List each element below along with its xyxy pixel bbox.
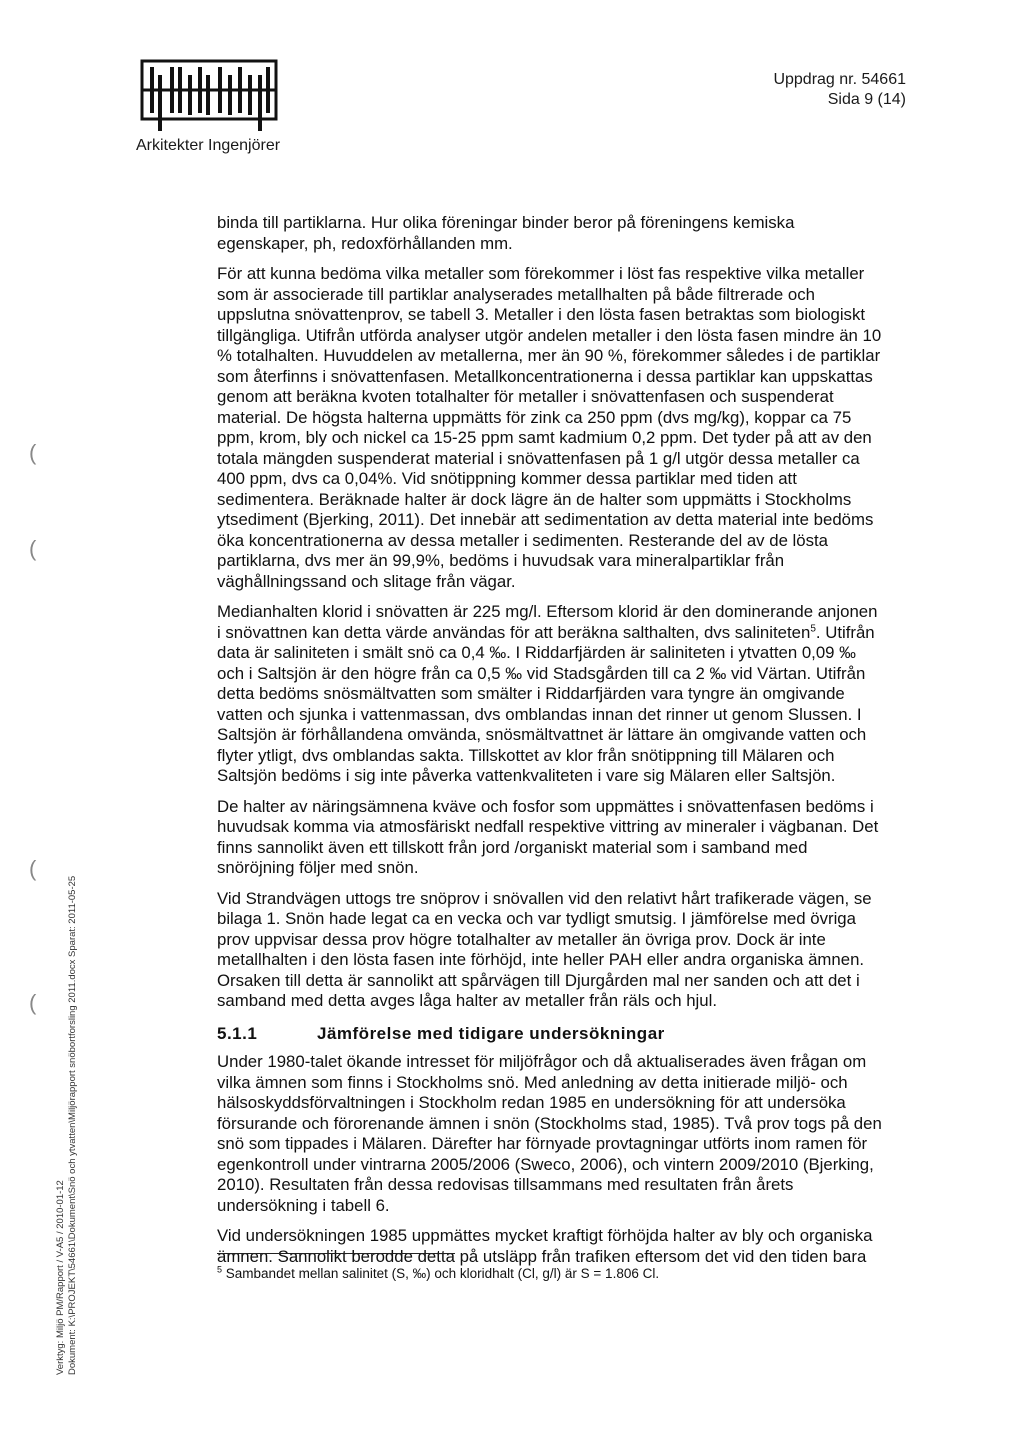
footnote-divider xyxy=(217,1253,455,1254)
paragraph: binda till partiklarna. Hur olika föreningar binder beror på föreningens kemiska egenskaper, ph, redoxförhållanden mm. xyxy=(217,213,795,253)
bjerking-logo xyxy=(140,55,278,135)
footnote xyxy=(217,1266,659,1281)
margin-line-tool: Verktyg: Miljö PM/Rapport / V-A5 / 2010-01-12 xyxy=(55,1180,66,1375)
section-title: Jämförelse med tidigare undersökningar xyxy=(317,1023,665,1043)
page-header-info xyxy=(773,70,906,110)
paragraph: Under 1980-talet ökande intresset för miljöfrågor och då aktualiserades även frågan om vilka ämnen som finns i Stockholms snö. Med anledning av detta initierade miljö- och hälsoskyddsförvaltningen i Stockholm redan 1985 en undersökning för att undersöka försurande och förorenande ämnen i snön (Stockholms stad, 1985). Två prov togs på den snö som tippades i Mälaren. Därefter har förnyade provtagningar utförts inom ramen för egenkontroll under vintrarna 2005/2006 (Sweco, 2006), och vintern 2009/2010 (Bjerking, 2010). Resultaten från dessa redovisas tillsammans med resultaten från årets undersökning i tabell 6. xyxy=(217,1052,882,1215)
binder-hole-mark: ( xyxy=(29,990,37,1015)
footnote-text: Sambandet mellan salinitet (S, ‰) och kloridhalt (Cl, g/l) är S = 1.806 Cl. xyxy=(225,1266,660,1281)
paragraph: Vid Strandvägen uttogs tre snöprov i snövallen vid den relativt hårt trafikerade vägen, se bilaga 1. Snön hade legat ca en vecka och var tydligt smutsig. I jämförelse med övriga prov uppvisar dessa prov högre totalhalter av metaller än övriga prov. Dock är inte metallhalten i den lösta fasen inte förhöjd, inte heller PAH eller andra organiska ämnen. Orsaken till detta är sannolikt att spårvägen till Djurgården mal ner sanden och att det i samband med detta avges låga halter av metaller från räls och hjul. xyxy=(217,888,872,1010)
section-number: 5.1.1 xyxy=(217,1023,258,1043)
paragraph-text: Medianhalten klorid i snövatten är 225 mg/l. Eftersom klorid är den dominerande anjonen i snövattnen kan detta värde användas för att beräkna salthalten, dvs saliniteten xyxy=(217,602,878,642)
paragraph-salinity xyxy=(217,602,882,787)
paragraph: För att kunna bedöma vilka metaller som förekommer i löst fas respektive vilka metaller som är associerade till partiklar analyserades metallhalten på både filtrerade och uppslutna snövattenprov, se tabell 3. Metaller i den lösta fasen betraktas som biologiskt tillgängliga. Utifrån utförda analyser utgör andelen metaller i den lösta fasen mindre än 10 % totalhalten. Huvuddelen av metallerna, mer än 90 %, förekommer således i de partiklar som återfinns i snövattenfasen. Metallkoncentrationerna i dessa partiklar kan uppskattas genom att beräkna kvoten totalhalter för metaller i snövattenfasen och suspenderat material. De högsta halterna uppmätts för zink ca 250 ppm (dvs mg/kg), koppar ca 75 ppm, krom, bly och nickel ca 15-25 ppm samt kadmium 0,2 ppm. Det tyder på att av den totala mängden suspenderat material i snövattenfasen på 1 g/l utgör dessa metaller ca 400 ppm, dvs ca 0,04%. Vid snötippning kommer dessa partiklar med tiden att sedimentera. Beräknade halter är dock lägre än de halter som uppmätts i Stockholms ytsediment (Bjerking, 2011). Det innebär att sedimentation av detta material inte bedöms öka koncentrationerna av dessa metaller i sedimenten. Resterande del av de lösta partiklarna, dvs mer än 99,9%, bedöms i huvudsak vara mineralpartiklar från väghållningssand och slitage från vägar. xyxy=(217,264,882,591)
binder-hole-mark: ( xyxy=(29,440,37,465)
binder-hole-mark: ( xyxy=(29,536,37,561)
page-number: Sida 9 (14) xyxy=(827,91,906,108)
margin-document-info xyxy=(55,815,79,1375)
section-heading xyxy=(217,1024,882,1045)
logo-subtitle: Arkitekter Ingenjörer xyxy=(136,137,281,154)
document-body xyxy=(217,213,882,1277)
binder-hole-mark: ( xyxy=(29,856,37,881)
paragraph: Vid undersökningen 1985 uppmättes mycket kraftigt förhöjda halter av bly och organiska ämnen. Sannolikt berodde detta på utsläpp från trafiken eftersom det vid den tiden bara xyxy=(217,1226,873,1266)
footnote-reference: 5 xyxy=(810,622,816,634)
paragraph-text: . Utifrån data är saliniteten i smält snö ca 0,4 ‰. I Riddarfjärden är saliniteten i ytvatten 0,09 ‰ och i Saltsjön är den högre från ca 0,5 ‰ vid Stadsgården till ca 2 ‰ vid Värtan. Utifrån detta bedöms snösmältvatten som smälter i Riddarfjärden vara tyngre än omgivande vatten och sjunka i vattenmassan, dvs omblandas innan det rinner ut genom Slussen. I Saltsjön är förhållandena omvända, snösmältvattnet är lättare än omgivande vatten och flyter ytligt, dvs omblandas sakta. Tillskottet av klor från snötippning till Mälaren och Saltsjön bedöms i sig inte påverka vattenkvaliteten i vare sig Mälaren eller Saltsjön. xyxy=(217,622,875,785)
assignment-number: Uppdrag nr. 54661 xyxy=(773,71,906,88)
footnote-mark: 5 xyxy=(217,1264,223,1275)
paragraph: De halter av näringsämnena kväve och fosfor som uppmättes i snövattenfasen bedöms i huvudsak komma via atmosfäriskt nedfall respektive vittring av mineraler i vägbanan. Det finns sannolikt även ett tillskott från jord /organiskt material som i samband med snöröjning följer med snön. xyxy=(217,796,879,877)
margin-line-path: Dokument: K:\PROJEKT\54661\Dokument\Snö och ytvatten\Miljörapport snöbortforsling 2011.docx Sparat: 2011-05-25 xyxy=(67,875,78,1375)
